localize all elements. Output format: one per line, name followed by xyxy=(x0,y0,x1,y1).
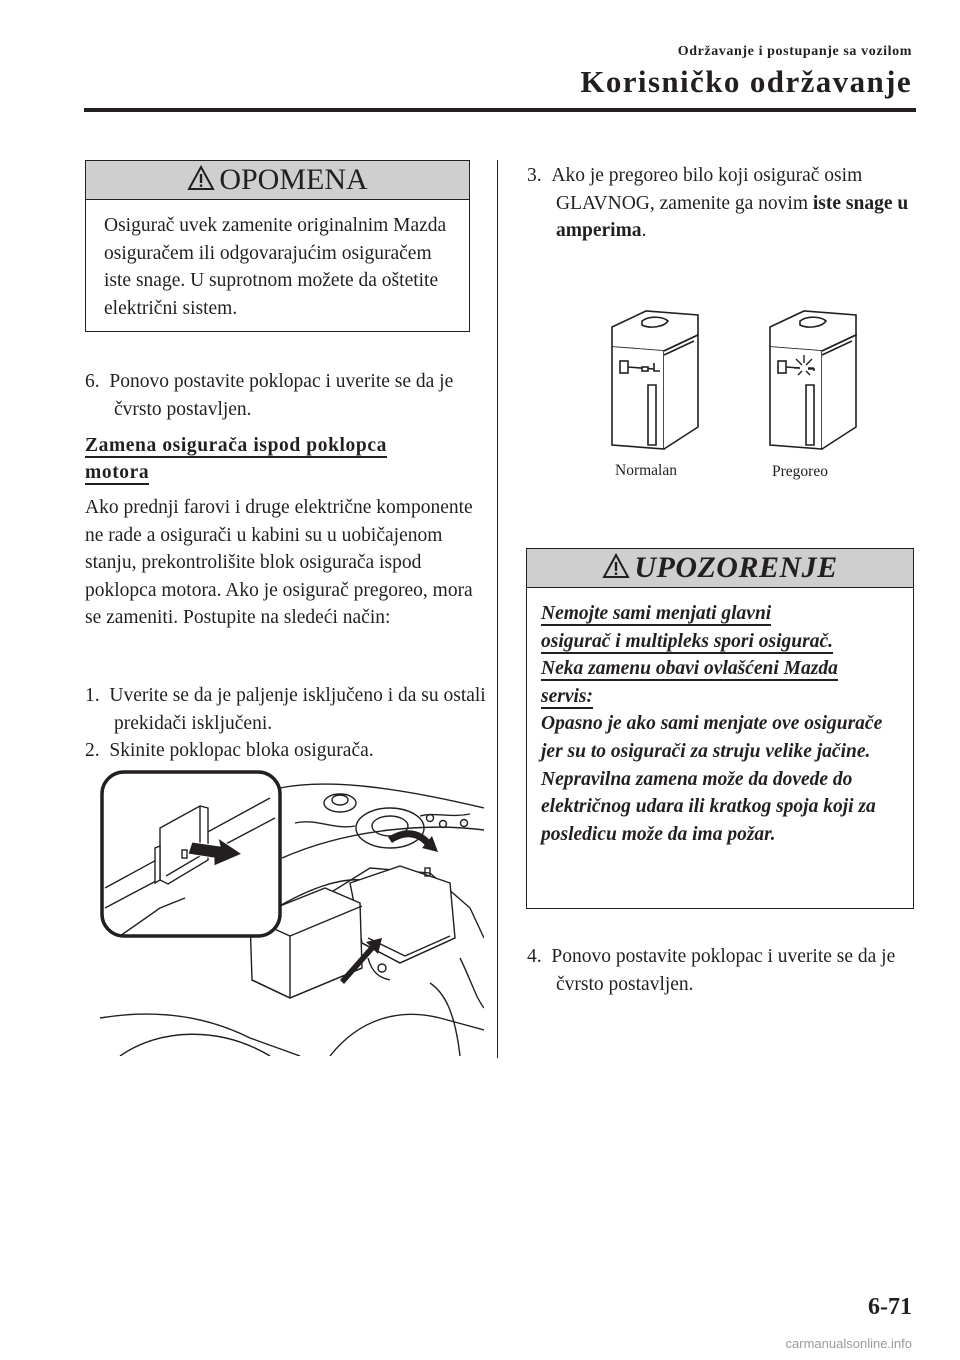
step-1-text: Uverite se da je paljenje isključeno i da su ostali prekidači isključeni. xyxy=(109,685,486,734)
page-number: 6-71 xyxy=(868,1294,912,1320)
upozorenje-line-2: osigurač i multipleks spori osigurač. xyxy=(541,630,834,652)
warning-triangle-icon xyxy=(187,165,215,191)
upozorenje-title: UPOZORENJE xyxy=(634,551,838,584)
step-4 xyxy=(527,943,946,998)
section-heading xyxy=(85,432,485,486)
step-6-number: 6. xyxy=(85,371,100,392)
step-1-number: 1. xyxy=(85,685,100,706)
engine-bay-illustration xyxy=(100,768,484,1056)
upozorenje-text xyxy=(527,588,913,860)
heading-line-1: Zamena osigurača ispod poklopca xyxy=(85,435,387,456)
step-3-text: Ako je pregoreo bilo koji osigurač osim GLAVNOG, zamenite ga novim xyxy=(551,165,863,214)
step-2-number: 2. xyxy=(85,740,100,761)
upozorenje-line-4: servis: xyxy=(541,685,593,707)
opomena-header xyxy=(86,161,469,200)
fuse-blown-illustration xyxy=(756,305,866,455)
upozorenje-body: Opasno je ako sami menjate ove osigurače jer su to osigurači za struju velike jačine. Nepravilna zamena može da dovede do električnog udara ili kratkog spoja koji za posledicu može da ima požar. xyxy=(541,713,883,845)
header-rule xyxy=(84,108,916,112)
fuse-label-normal: Normalan xyxy=(615,462,677,479)
step-4-text: Ponovo postavite poklopac i uverite se da je čvrsto postavljen. xyxy=(551,946,896,995)
heading-line-2: motora xyxy=(85,462,150,483)
fuse-label-blown: Pregoreo xyxy=(772,463,828,480)
step-1 xyxy=(85,682,514,737)
upozorenje-line-3: Neka zamenu obavi ovlašćeni Mazda xyxy=(541,658,838,680)
warning-triangle-icon xyxy=(602,553,630,579)
step-3-text-end: . xyxy=(641,220,647,242)
step-3-number: 3. xyxy=(527,165,542,186)
column-divider xyxy=(497,160,498,1058)
step-2-text: Skinite poklopac bloka osigurača. xyxy=(109,740,374,761)
fuse-normal-illustration xyxy=(598,305,708,455)
step-3-bold-text: iste snage u amperima xyxy=(556,192,909,242)
section-title: Održavanje i postupanje sa vozilom xyxy=(677,44,912,59)
opomena-text: Osigurač uvek zamenite originalnim Mazda osiguračem ili odgovarajućim osiguračem iste snage. U suprotnom možete da oštetite električni sistem. xyxy=(104,215,447,319)
chapter-title: Korisničko održavanje xyxy=(580,64,912,99)
upozorenje-box xyxy=(526,548,914,909)
upozorenje-line-1: Nemojte sami menjati glavni xyxy=(541,603,772,624)
intro-paragraph: Ako prednji farovi i druge električne komponente ne rade a osigurači u kabini su u uobičajenom stanju, prekontrolišite blok osigurača ispod poklopca motora. Ako je osigurač pregoreo, mora se zameniti. Postupite na sledeći način: xyxy=(85,497,473,629)
upozorenje-header xyxy=(527,549,913,588)
step-6-text: Ponovo postavite poklopac i uverite se da je čvrsto postavljen. xyxy=(109,371,454,420)
step-3 xyxy=(527,162,946,245)
watermark: carmanualsonline.info xyxy=(785,1336,912,1351)
opomena-title: OPOMENA xyxy=(219,163,368,196)
step-6 xyxy=(85,368,504,423)
step-4-number: 4. xyxy=(527,946,542,967)
opomena-box xyxy=(85,160,470,332)
step-2 xyxy=(85,737,514,765)
